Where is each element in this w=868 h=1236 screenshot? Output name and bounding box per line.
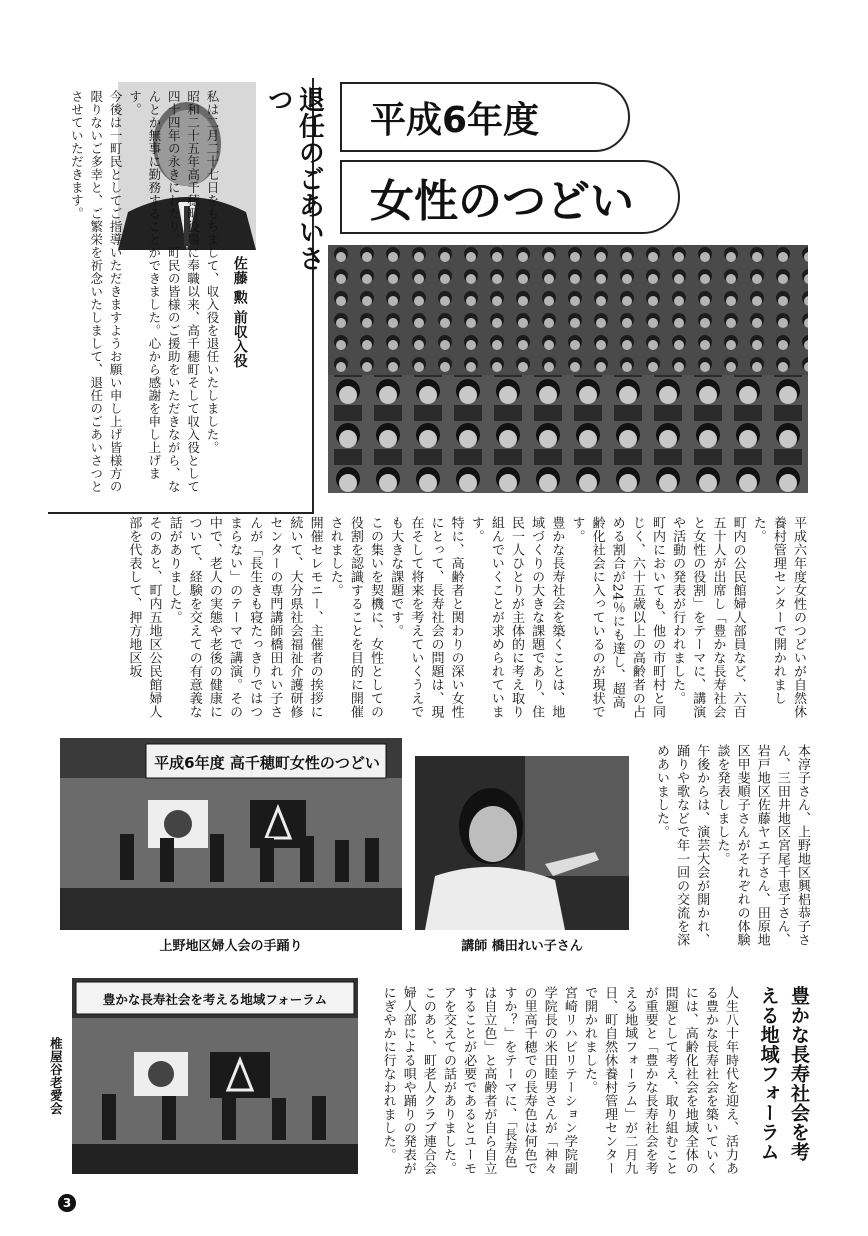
lecturer-image — [415, 756, 629, 930]
retirement-title: 退任のごあいさつ — [263, 86, 325, 272]
article-cont-text: 本淳子さん、上野地区興梠恭子さん、三田井地区宮尾千恵子さん、岩戸地区佐藤ヤエ子さん、田原地区甲斐順子さんがそれぞれの体験談を発表しました。 午後からは、演芸大会が開かれ、踊りや歌などで年一回の交流を深めあいました。 — [654, 744, 810, 947]
page-number — [58, 1194, 76, 1212]
stage-banner-label: 平成6年度 高千穂町女性のつどい — [154, 753, 380, 772]
forum-banner-text — [78, 984, 352, 1014]
forum-caption: 椎屋谷老愛会 — [48, 1037, 64, 1115]
banner-line2: 女性のつどい — [370, 176, 634, 227]
banner-line1: 平成6年度 — [370, 99, 540, 141]
page-number-label: 3 — [62, 1196, 72, 1210]
forum-headline: 豊かな長寿社会を考える地域フォーラム — [757, 986, 810, 1162]
audience-image — [328, 245, 808, 493]
audience-photo — [328, 245, 808, 493]
title-banner-1 — [340, 82, 630, 152]
retirement-text: 私は二月二十七日をもちまして、収入役を退任いたしました。 昭和二十五年高千穂町役場に奉職以来、高千穂町そして収入役として四十四年の永きにわたり、町民の皆様のご援助をいただきながら、なんとか無事に勤務することができました。心から感謝を申し上げます。 今後は一町民としてご指導いただきますようお願い申し上げ皆様方の限りないご多幸と、ご繁栄を祈念いたしまして、退任のごあいさつとさせていただきます。 — [69, 90, 220, 493]
lecturer-photo — [415, 756, 629, 930]
retirement-caption: 佐藤 勲 前収入役 — [231, 256, 248, 369]
forum-banner-label: 豊かな長寿社会を考える地域フォーラム — [102, 992, 328, 1007]
dance-caption: 上野地区婦人会の手踊り — [159, 939, 303, 954]
title-banner-2 — [340, 160, 680, 234]
lecturer-caption: 講師 橋田れい子さん — [461, 939, 583, 954]
forum-text: 人生八十年時代を迎え、活力ある豊かな長寿社会を築いていくには、高齢化社会を地域全体の問題として考え、取り組むことが重要と「豊かな長寿社会を考える地域フォーラム」が二月九日、町自然休養村管理センターで開かれました。 宮崎リハビリテーション学院副学院長の米田睦男さんが「神々の里高千穂での長寿色は何色ですか？」をテーマに、「長寿色は自立色」と高齢者が自ら自立することが必要であるとユーモアを交えての話がありました。 このあと、町老人クラブ連合会婦人部による唄や踊りの発表がにぎやかに行なわれました。 — [380, 986, 738, 1175]
article-main-text: 平成六年度女性のつどいが自然休養村管理センターで開かれました。 町内の公民館婦人部員など、六百五十人が出席し「豊かな長寿社会と女性の役割」をテーマに、講演や活動の発表が行われました。 町内においても、他の市町村と同じく、六十五歳以上の高齢者の占める割合が24％にも達し、超高齢化社会に入っているのが現状です。 豊かな長寿社会を築くことは、地域づくりの大きな課題であり、住民一人ひとりが主体的に考え取り組んでいくことが求められています。 特に、高齢者と関わりの深い女性にとって、長寿社会の問題は、現在そして将来を考えていくうえでも大きな課題です。 この集いを契機に、女性としての役割を認識することを目的に開催されました。 開催セレモニー、主催者の挨拶に続いて、大分県社会福祉介護研修センターの専門講師橋田れい子さんが「長生きも寝たっきりではつまらない」のテーマで講演。その中で、老人の実態や老後の健康について、経験を交えての有意義な話がありました。 そのあと、町内五地区公民館婦人部を代表して、押方地区坂 — [126, 516, 806, 719]
stage-banner-text — [148, 746, 386, 778]
retirement-border-bottom — [48, 512, 314, 514]
